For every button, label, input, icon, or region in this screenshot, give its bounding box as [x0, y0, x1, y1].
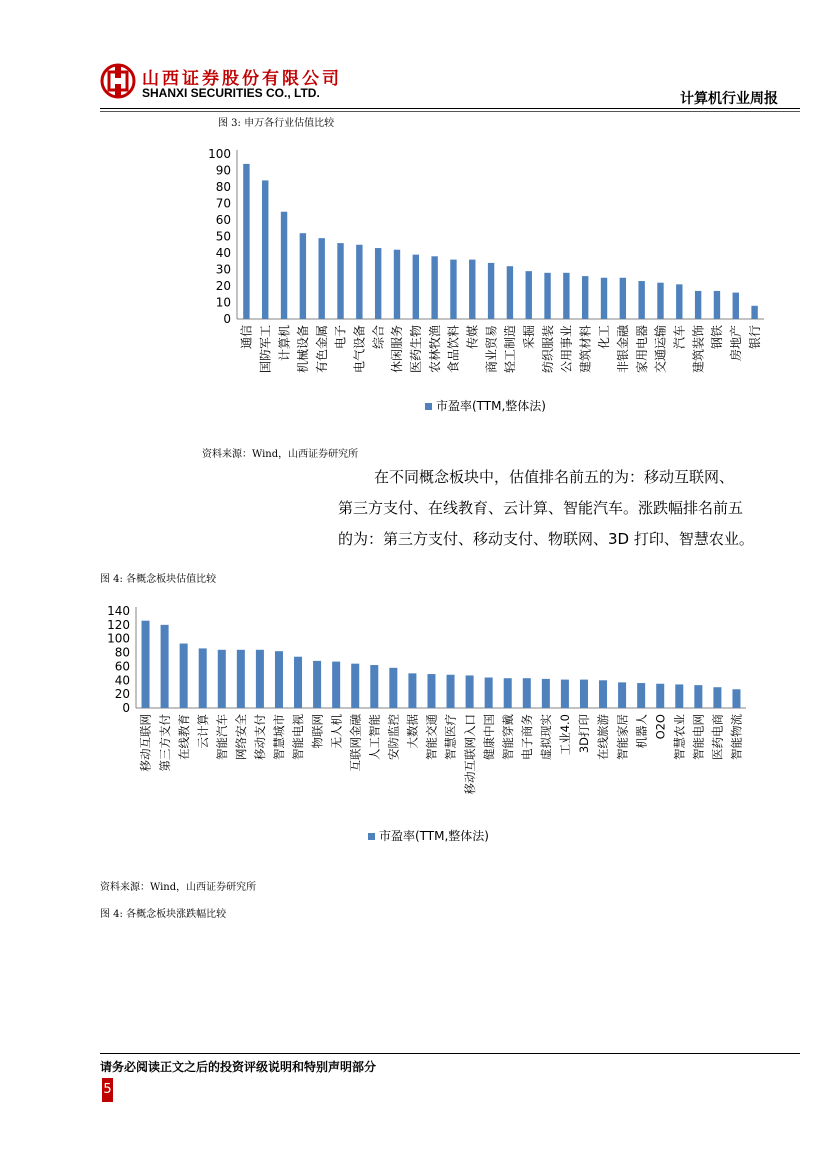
fig3-bar	[318, 238, 324, 319]
fig3-category-label: 建筑装饰	[691, 325, 706, 374]
fig3-ytick-label: 70	[215, 196, 231, 211]
fig4-category-label: 智能汽车	[214, 714, 229, 760]
fig4-ytick-label: 0	[122, 701, 130, 715]
fig3-category-label: 医药生物	[409, 325, 424, 374]
fig3-bar	[262, 180, 268, 319]
fig4-category-label: 安防监控	[386, 714, 401, 760]
fig4-bar	[713, 687, 721, 708]
fig4-ytick-label: 20	[114, 687, 130, 702]
fig4-category-label: 移动互联网	[138, 714, 153, 772]
fig3-category-label: 机械设备	[296, 325, 311, 374]
header-divider	[100, 108, 800, 109]
fig4-bar	[618, 682, 626, 708]
fig4-bar	[504, 678, 512, 708]
fig4-category-label: 健康中国	[481, 714, 496, 760]
fig3-bar	[695, 291, 701, 319]
fig3-bar	[714, 291, 720, 319]
company-name-cn: 山西证券股份有限公司	[142, 69, 342, 88]
fig4-category-label: 移动互联网入口	[462, 714, 477, 795]
fig4-category-label: 电子商务	[519, 714, 534, 760]
fig4-bar	[161, 625, 169, 708]
fig3-category-label: 建筑材料	[578, 325, 593, 374]
fig4-category-label: 智能家居	[615, 714, 630, 760]
body-line-3: 的为：第三方支付、移动支付、物联网、3D 打印、智慧农业。	[338, 530, 754, 548]
fig3-legend-label: 市盈率(TTM,整体法)	[436, 399, 546, 413]
fig3-category-label: 家用电器	[634, 325, 649, 374]
fig3-category-label: 国防军工	[258, 325, 273, 374]
fig3-category-label: 房地产	[728, 325, 743, 362]
fig3-category-label: 通信	[239, 325, 254, 350]
fig3-bar	[601, 278, 607, 319]
fig3-bar	[563, 273, 569, 319]
footer-disclaimer: 请务必阅读正文之后的投资评级说明和特别声明部分	[100, 1060, 377, 1074]
footer-divider	[100, 1053, 800, 1054]
fig4-bar	[351, 664, 359, 708]
fig4-category-label: 物联网	[310, 714, 325, 749]
fig4-bar	[542, 679, 550, 708]
fig4-bar	[408, 673, 416, 708]
fig3-legend-swatch	[425, 403, 432, 410]
fig3-category-label: 休闲服务	[390, 325, 405, 374]
fig3-category-label: 电气设备	[352, 325, 367, 374]
fig3-legend	[425, 398, 546, 413]
report-title: 计算机行业周报	[680, 91, 778, 107]
fig3-category-label: 食品饮料	[446, 325, 461, 374]
fig3-bar	[450, 260, 456, 319]
fig3-bar	[375, 248, 381, 319]
fig3-bar	[638, 281, 644, 319]
fig3-ytick-label: 20	[215, 279, 231, 293]
fig4-category-label: 机器人	[634, 714, 649, 749]
fig3-bar	[751, 306, 757, 319]
fig4-category-label: 智能电网	[691, 714, 706, 760]
fig3-category-label: 计算机	[277, 325, 292, 362]
fig4-category-label: 互联网金融	[348, 714, 363, 772]
fig3-bar	[281, 212, 287, 319]
fig4-bar	[370, 665, 378, 708]
fig4-bar	[180, 644, 188, 708]
fig3-category-label: 公用事业	[559, 325, 574, 374]
fig3-category-label: 银行	[747, 325, 762, 350]
fig4-bar	[694, 685, 702, 708]
fig4-bar	[447, 675, 455, 708]
figure3-source: 资料来源：Wind，山西证券研究所	[202, 449, 359, 460]
page-number: 5	[102, 1078, 113, 1102]
fig3-bar	[413, 255, 419, 319]
fig4-category-label: 智能交通	[424, 714, 439, 760]
fig3-ytick-label: 90	[215, 163, 231, 178]
figure3-caption: 图 3: 申万各行业估值比较	[218, 118, 335, 129]
fig4-category-label: 智慧医疗	[443, 714, 458, 760]
fig3-ytick-label: 40	[215, 246, 231, 260]
fig4-bar	[332, 662, 340, 708]
fig4-category-label: 智慧城市	[272, 714, 287, 760]
fig4-category-label: 3D打印	[577, 714, 592, 754]
fig4-bar	[237, 650, 245, 708]
fig4-bar	[675, 684, 683, 708]
fig4-category-label: 医药电商	[710, 714, 725, 760]
fig3-category-label: 化工	[597, 325, 612, 350]
fig4-bar	[256, 650, 264, 708]
figure4-source: 资料来源：Wind，山西证券研究所	[100, 882, 257, 893]
fig4-category-label: 云计算	[195, 714, 210, 749]
logo-mark-icon	[100, 62, 136, 100]
header-divider-thin	[100, 111, 800, 112]
fig3-category-label: 轻工制造	[503, 325, 518, 374]
figure3-chart	[200, 140, 800, 440]
fig4-bar	[199, 648, 207, 708]
company-logo	[100, 62, 136, 100]
fig4-category-label: 移动支付	[253, 714, 268, 760]
fig4-category-label: 第三方支付	[157, 714, 172, 772]
fig3-category-label: 商业贸易	[484, 325, 499, 374]
fig4-category-label: 智能物流	[729, 714, 744, 760]
fig4-category-label: O2O	[653, 714, 668, 740]
figure5-caption: 图 4: 各概念板块涨跌幅比较	[100, 909, 227, 920]
body-paragraph	[338, 462, 788, 555]
fig3-category-label: 有色金属	[314, 325, 329, 374]
fig4-category-label: 网络安全	[234, 714, 249, 760]
fig3-bar	[620, 278, 626, 319]
fig3-bar	[300, 233, 306, 319]
fig3-category-label: 采掘	[521, 325, 536, 350]
fig3-bar	[356, 245, 362, 319]
body-line-2: 第三方支付、在线教育、云计算、智能汽车。涨跌幅排名前五	[338, 499, 744, 517]
fig3-ytick-label: 100	[208, 147, 231, 161]
fig4-bar	[466, 675, 474, 708]
fig3-bar	[337, 243, 343, 319]
fig3-bar	[526, 271, 532, 319]
fig3-bar	[733, 293, 739, 319]
fig3-category-label: 非银金融	[616, 325, 631, 374]
fig4-category-label: 工业4.0	[558, 714, 573, 756]
fig4-category-label: 在线教育	[176, 714, 191, 760]
fig3-ytick-label: 60	[215, 213, 231, 227]
fig3-bar	[394, 250, 400, 319]
fig3-category-label: 电子	[333, 325, 348, 350]
fig3-category-label: 汽车	[672, 325, 687, 350]
fig4-legend	[368, 828, 489, 843]
figure4-caption: 图 4: 各概念板块估值比较	[100, 574, 217, 585]
fig3-category-label: 纺织服装	[540, 325, 555, 374]
fig4-bar	[294, 657, 302, 708]
fig4-ytick-label: 80	[114, 645, 130, 660]
fig4-category-label: 无人机	[329, 714, 344, 749]
fig3-category-label: 综合	[371, 325, 386, 350]
fig3-bar	[488, 263, 494, 319]
fig4-bar	[313, 661, 321, 708]
fig3-bar	[657, 283, 663, 319]
fig3-category-label: 钢铁	[710, 325, 725, 350]
fig4-ytick-label: 40	[114, 673, 130, 688]
fig4-bar	[142, 621, 150, 708]
fig3-ytick-label: 0	[223, 312, 231, 326]
fig4-ytick-label: 120	[107, 617, 130, 632]
fig4-category-label: 虚拟现实	[539, 714, 554, 760]
fig4-category-label: 在线旅游	[596, 714, 611, 760]
fig3-ytick-label: 10	[215, 295, 231, 310]
fig4-bar	[427, 674, 435, 708]
fig3-ytick-label: 50	[215, 229, 231, 244]
fig3-bar	[582, 276, 588, 319]
fig4-ytick-label: 140	[107, 604, 130, 618]
fig4-category-label: 智能穿戴	[500, 714, 515, 760]
fig3-bar	[676, 284, 682, 319]
fig4-bar	[637, 683, 645, 708]
fig4-bar	[389, 668, 397, 708]
fig4-category-label: 智能电视	[291, 714, 306, 760]
fig3-bar	[243, 164, 249, 319]
fig4-bar	[599, 680, 607, 708]
fig3-bar	[431, 256, 437, 319]
fig3-category-label: 交通运输	[653, 325, 668, 374]
fig4-bar	[580, 680, 588, 708]
fig4-ytick-label: 100	[107, 631, 130, 646]
fig4-bar	[732, 689, 740, 708]
figure4-chart	[100, 598, 760, 858]
fig4-bar	[485, 678, 493, 708]
fig4-category-label: 智慧农业	[672, 714, 687, 760]
fig3-bar	[469, 260, 475, 319]
fig4-category-label: 大数据	[405, 714, 420, 749]
fig4-category-label: 人工智能	[367, 714, 382, 760]
fig4-bar	[561, 680, 569, 708]
fig3-ytick-label: 80	[215, 180, 231, 194]
fig3-bar	[544, 273, 550, 319]
fig3-category-label: 传媒	[465, 325, 480, 350]
fig4-ytick-label: 60	[114, 659, 130, 674]
fig4-legend-swatch	[368, 833, 375, 840]
fig4-legend-label: 市盈率(TTM,整体法)	[379, 829, 489, 843]
fig4-bar	[218, 650, 226, 708]
fig4-bar	[275, 651, 283, 708]
company-name-en: SHANXI SECURITIES CO., LTD.	[142, 86, 320, 100]
body-line-1: 在不同概念板块中，估值排名前五的为：移动互联网、	[374, 468, 735, 486]
fig4-bar	[523, 678, 531, 708]
fig4-bar	[656, 684, 664, 708]
fig3-category-label: 农林牧渔	[427, 325, 442, 374]
fig3-bar	[507, 266, 513, 319]
fig3-ytick-label: 30	[215, 262, 231, 277]
